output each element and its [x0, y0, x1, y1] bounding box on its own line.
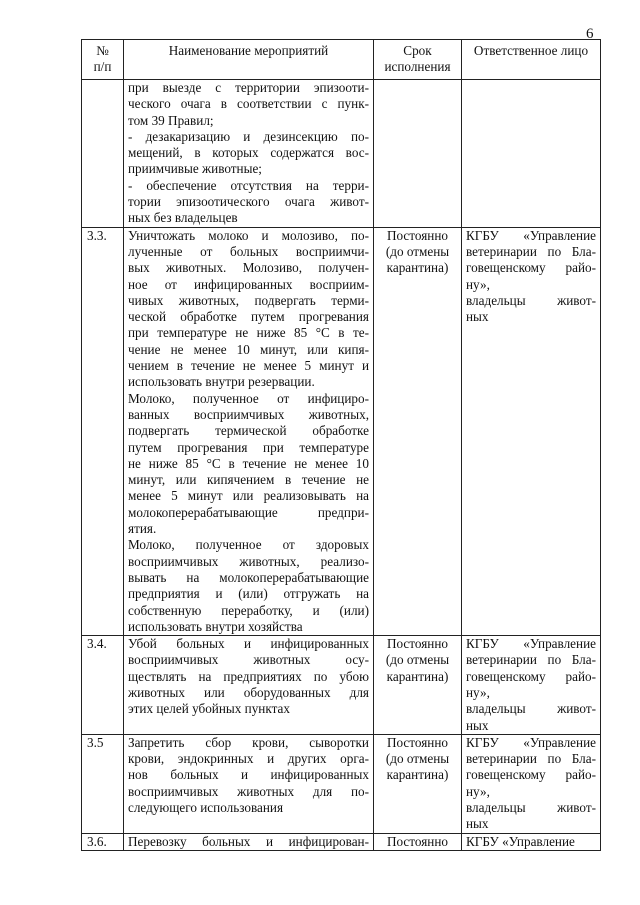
- measure-line: ществлять на предприятиях по убою: [128, 668, 369, 684]
- measure-line: при температуре не ниже 85 °С в те-: [128, 325, 369, 341]
- responsible-cell: [462, 734, 601, 833]
- responsible-line: говещенскому райо-: [466, 260, 596, 276]
- measure-line: использовать внутри резервации.: [128, 374, 315, 390]
- measure-line: - обеспечение отсутствия на терри-: [128, 177, 369, 193]
- term-cell: [374, 80, 462, 228]
- measure-line: крови, эндокринных и других орга-: [128, 751, 369, 767]
- responsible-line: ветеринарии по Бла-: [466, 243, 596, 259]
- measure-line: том 39 Правил;: [128, 112, 214, 128]
- header-responsible: [462, 40, 601, 80]
- measure-line: менее 5 минут или реализовывать на: [128, 488, 369, 504]
- measure-name: [124, 734, 374, 833]
- responsible-line: владельцы живот-: [466, 701, 596, 717]
- measure-line: вых животных. Молозиво, получен-: [128, 260, 369, 276]
- row-number: [82, 80, 124, 228]
- responsible-line: владельцы живот-: [466, 800, 596, 816]
- measure-line: не ниже 85 °С в течение не менее 10: [128, 455, 369, 471]
- text-line: (до отмены: [385, 751, 450, 767]
- responsible-cell: [462, 80, 601, 228]
- measure-line: использовать внутри хозяйства: [128, 618, 303, 634]
- measure-line: подвергать термической обработке: [128, 423, 369, 439]
- row-number: 3.5: [82, 734, 124, 833]
- measure-line: Запретить сбор крови, сыворотки: [128, 734, 369, 750]
- responsible-line: КГБУ «Управление: [466, 636, 596, 652]
- measures-table: [81, 39, 601, 851]
- measure-line: ванных восприимчивых животных,: [128, 406, 369, 422]
- text-line: Постоянно: [386, 833, 448, 849]
- measure-line: собственную переработку, и (или): [128, 602, 369, 618]
- text-line: Постоянно: [386, 636, 448, 652]
- measure-line: молокоперерабатывающие предпри-: [128, 504, 369, 520]
- measure-line: чивых животных, подвергать терми-: [128, 292, 369, 308]
- measure-line: предприятия и (или) отгружать на: [128, 586, 369, 602]
- measure-line: Перевозку больных и инфицирован-: [128, 833, 369, 849]
- measure-name: [124, 227, 374, 635]
- text-line: исполнения: [384, 59, 451, 74]
- header-term: [374, 40, 462, 80]
- measure-line: чением в течение не менее 5 минут и: [128, 358, 369, 374]
- text-line: №: [96, 43, 109, 58]
- responsible-line: ну»,: [466, 684, 490, 700]
- measure-line: Уничтожать молоко и молозиво, по-: [128, 227, 369, 243]
- measure-line: мещений, в которых содержатся вос-: [128, 145, 369, 161]
- text-line: Ответственное лицо: [473, 43, 589, 58]
- measure-line: Молоко, полученное от инфициро-: [128, 390, 369, 406]
- text-line: Наименование мероприятий: [168, 43, 329, 58]
- row-number: 3.6.: [82, 833, 124, 850]
- measure-line: при выезде с территории эпизооти-: [128, 80, 369, 95]
- measure-line: следующего использования: [128, 800, 284, 816]
- text-line: Постоянно: [386, 227, 448, 243]
- measure-name: [124, 636, 374, 735]
- responsible-line: ну»,: [466, 276, 490, 292]
- measure-line: Убой больных и инфицированных: [128, 636, 369, 652]
- term-cell: [374, 833, 462, 850]
- page-number: 6: [586, 26, 594, 42]
- measure-line: вывать на молокоперерабатывающие: [128, 569, 369, 585]
- table-row: [82, 227, 601, 635]
- responsible-cell: [462, 833, 601, 850]
- measure-line: ное от инфицированных восприим-: [128, 276, 369, 292]
- text-line: карантина): [386, 767, 449, 783]
- term-cell: [374, 227, 462, 635]
- row-number: 3.4.: [82, 636, 124, 735]
- measure-line: ческого очага в соответствии с пунк-: [128, 96, 369, 112]
- measure-line: - дезакаризацию и дезинсекцию по-: [128, 128, 369, 144]
- text-line: (до отмены: [385, 243, 450, 259]
- measure-line: приимчивые животные;: [128, 161, 262, 177]
- responsible-line: ну»,: [466, 783, 490, 799]
- measure-line: ных без владельцев: [128, 210, 238, 226]
- term-cell: [374, 734, 462, 833]
- measure-line: тории эпизоотического очага живот-: [128, 194, 369, 210]
- measure-line: чение не менее 10 минут, или кипя-: [128, 341, 369, 357]
- responsible-line: КГБУ «Управление: [466, 227, 596, 243]
- responsible-line: говещенскому райо-: [466, 767, 596, 783]
- text-line: п/п: [93, 59, 112, 74]
- measure-line: нов больных и инфицированных: [128, 767, 369, 783]
- measure-line: восприимчивых животных, реализо-: [128, 553, 369, 569]
- text-line: Срок: [403, 43, 432, 58]
- responsible-line: КГБУ «Управление: [466, 833, 575, 849]
- text-line: (до отмены: [385, 652, 450, 668]
- responsible-line: говещенскому райо-: [466, 668, 596, 684]
- measure-line: лученные от больных восприимчи-: [128, 243, 369, 259]
- measure-name: [124, 833, 374, 850]
- responsible-line: ветеринарии по Бла-: [466, 652, 596, 668]
- row-number: 3.3.: [82, 227, 124, 635]
- responsible-cell: [462, 636, 601, 735]
- responsible-line: ных: [466, 816, 489, 832]
- responsible-line: ных: [466, 309, 489, 325]
- measure-line: восприимчивых животных для по-: [128, 783, 369, 799]
- table-row: [82, 734, 601, 833]
- table-row: [82, 833, 601, 850]
- text-line: карантина): [386, 260, 449, 276]
- table-row: [82, 636, 601, 735]
- measure-line: восприимчивых животных осу-: [128, 652, 369, 668]
- header-num: [82, 40, 124, 80]
- measure-line: путем прогревания при температуре: [128, 439, 369, 455]
- measure-line: ческой обработке путем прогревания: [128, 309, 369, 325]
- measure-line: ятия.: [128, 521, 157, 537]
- measure-line: Молоко, полученное от здоровых: [128, 537, 369, 553]
- table-row: [82, 80, 601, 228]
- responsible-line: ветеринарии по Бла-: [466, 751, 596, 767]
- measure-line: животных или оборудованных для: [128, 684, 369, 700]
- term-cell: [374, 636, 462, 735]
- responsible-line: ных: [466, 717, 489, 733]
- measure-name: [124, 80, 374, 228]
- responsible-line: КГБУ «Управление: [466, 734, 596, 750]
- table-header-row: [82, 40, 601, 80]
- responsible-cell: [462, 227, 601, 635]
- text-line: карантина): [386, 668, 449, 684]
- measure-line: этих целей убойных пунктах: [128, 701, 290, 717]
- text-line: Постоянно: [386, 734, 448, 750]
- responsible-line: владельцы живот-: [466, 292, 596, 308]
- header-name: [124, 40, 374, 80]
- measure-line: минут, или кипячением в течение не: [128, 472, 369, 488]
